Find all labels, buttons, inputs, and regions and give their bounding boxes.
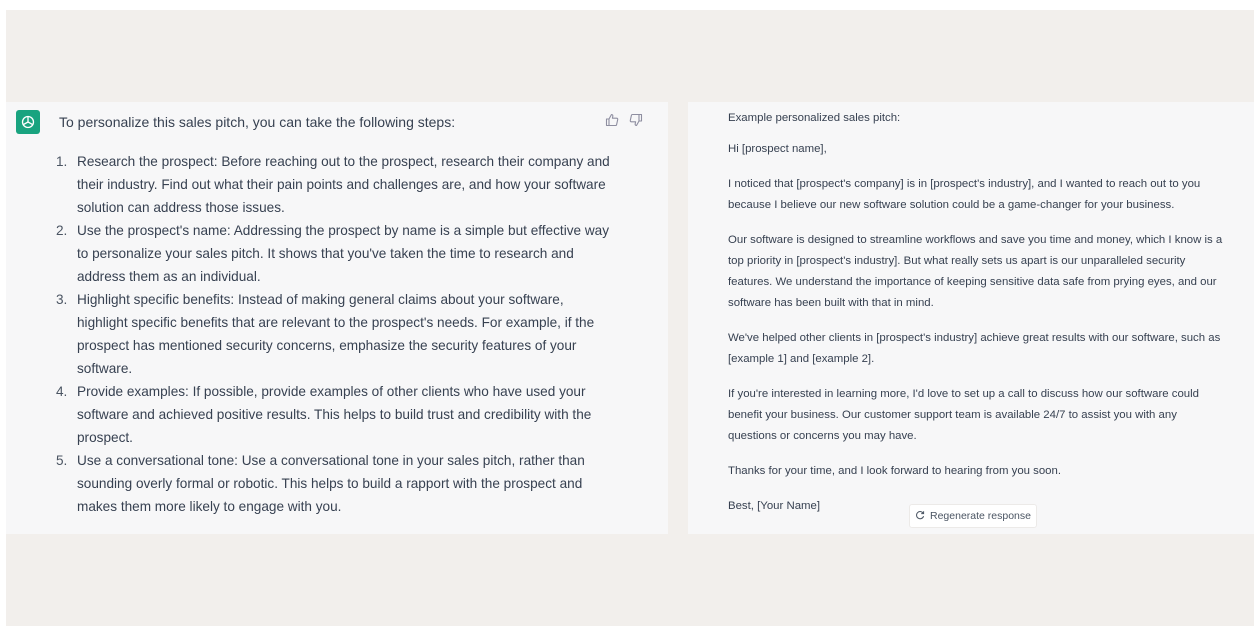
- message-intro: To personalize this sales pitch, you can take the following steps:: [59, 114, 456, 130]
- list-item: [56, 288, 616, 380]
- openai-logo-icon: [16, 110, 40, 134]
- pitch-paragraph: I noticed that [prospect's company] is in [prospect's industry], and I wanted to reach out to you because I believe our new software solution could be a game-changer for your business.: [728, 178, 1201, 211]
- pitch-paragraph: We've helped other clients in [prospect's industry] achieve great results with our software, such as [example 1] and [example 2].: [728, 332, 1221, 365]
- sales-pitch-text: [728, 108, 1228, 531]
- step-text: Research the prospect: Before reaching out to the prospect, research their company and their industry. Find out what their pain points and challenges are, and how your software solution can address those issues.: [77, 154, 610, 215]
- pitch-signoff: Best, [Your Name]: [728, 500, 821, 512]
- step-text: Highlight specific benefits: Instead of making general claims about your software, highlight specific benefits that are relevant to the prospect's needs. For example, if the prospect has mentioned security concerns, emphasize the security features of your software.: [77, 292, 595, 376]
- list-item: [56, 219, 616, 288]
- thumbs-up-icon[interactable]: [604, 112, 620, 128]
- list-item: [56, 380, 616, 449]
- pitch-paragraph: If you're interested in learning more, I'd love to set up a call to discuss how our software could benefit your business. Our customer support team is available 24/7 to assist you with any questions or concerns you may have.: [728, 388, 1199, 442]
- step-text: Provide examples: If possible, provide examples of other clients who have used your software and achieved positive results. This helps to build trust and credibility with the prospect.: [77, 384, 592, 445]
- list-item: [56, 449, 616, 518]
- regenerate-label: Regenerate response: [930, 510, 1031, 522]
- steps-list: [56, 150, 616, 518]
- step-text: Use a conversational tone: Use a conversational tone in your sales pitch, rather than sounding overly formal or robotic. This helps to build a rapport with the prospect and makes them more likely to engage with you.: [77, 453, 585, 514]
- regenerate-response-button[interactable]: [909, 504, 1037, 528]
- step-number: 4.: [56, 384, 68, 399]
- pitch-greeting: Hi [prospect name],: [728, 143, 827, 155]
- step-number: 1.: [56, 154, 68, 169]
- step-text: Use the prospect's name: Addressing the prospect by name is a simple but effective way to personalize your sales pitch. It shows that you've taken the time to research and address them as an individual.: [77, 223, 610, 284]
- thumbs-down-icon[interactable]: [628, 112, 644, 128]
- step-number: 5.: [56, 453, 68, 468]
- pitch-paragraph: Thanks for your time, and I look forward to hearing from you soon.: [728, 465, 1062, 477]
- pitch-paragraph: Our software is designed to streamline workflows and save you time and money, which I know is a top priority in [prospect's industry]. But what really sets us apart is our unparalleled security features. We understand the importance of keeping sensitive data safe from prying eyes, and our software has been built with that in mind.: [728, 234, 1223, 309]
- list-item: [56, 150, 616, 219]
- refresh-icon: [915, 510, 925, 523]
- step-number: 2.: [56, 223, 68, 238]
- pitch-heading: Example personalized sales pitch:: [728, 112, 901, 124]
- step-number: 3.: [56, 292, 68, 307]
